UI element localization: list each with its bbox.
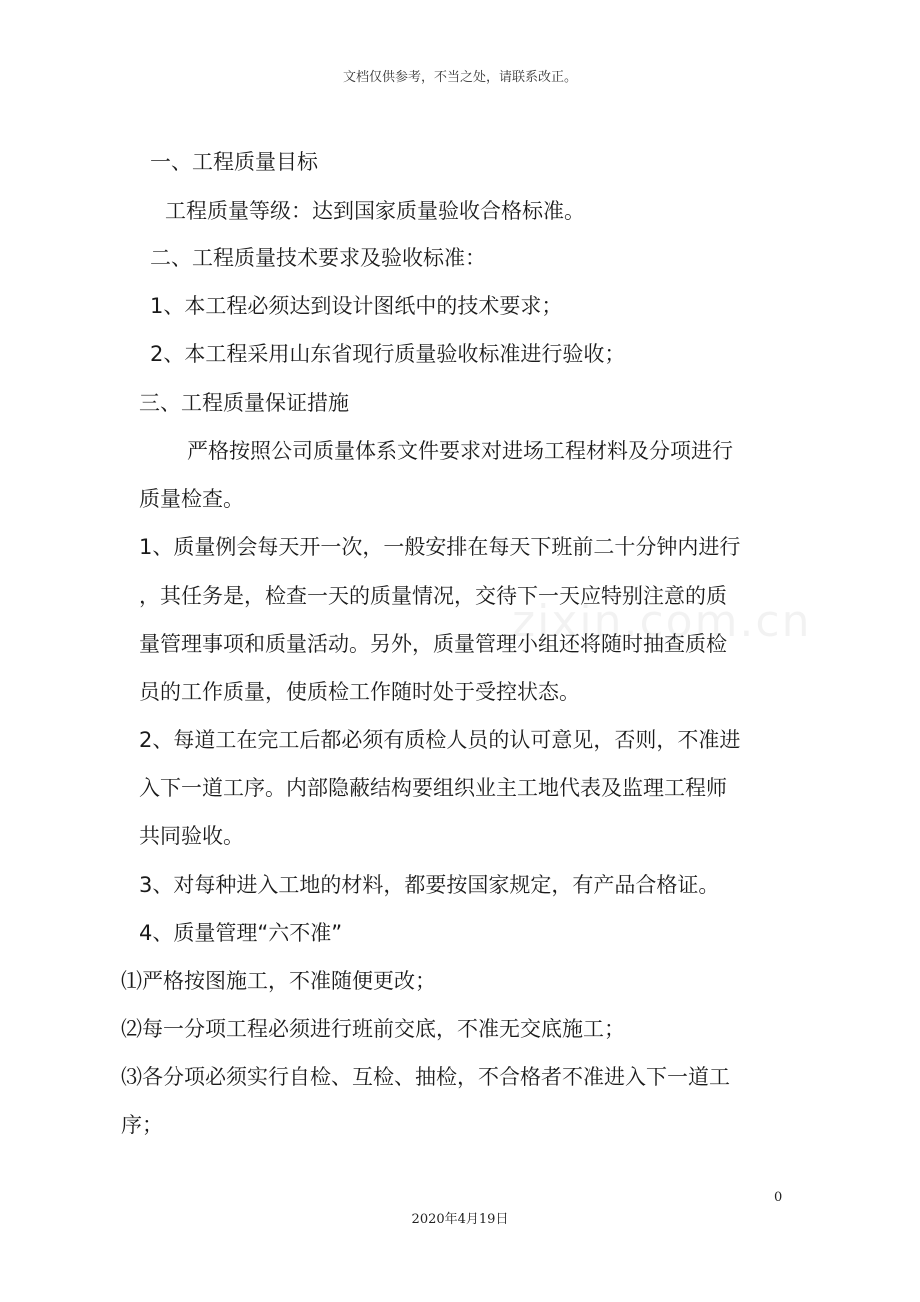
page-number: 0	[774, 1190, 783, 1205]
list-item: 3、对每种进入工地的材料，都要按国家规定，有产品合格证。	[139, 873, 720, 897]
list-item: 2、本工程采用山东省现行质量验收标准进行验收；	[150, 342, 626, 366]
section-heading-measures: 三、工程质量保证措施	[139, 391, 349, 415]
list-item: 1、本工程必须达到设计图纸中的技术要求；	[150, 294, 563, 318]
header-note: 文档仅供参考，不当之处，请联系改正。	[342, 70, 577, 85]
paragraph-line: 序；	[121, 1113, 163, 1137]
paragraph-line: 量管理事项和质量活动。另外，质量管理小组还将随时抽查质检	[139, 632, 727, 656]
paragraph-line: ，其任务是，检查一天的质量情况，交待下一天应特别注意的质	[139, 584, 727, 608]
paragraph-line: 质量检查。	[139, 487, 244, 511]
paragraph-line: 工程质量等级：达到国家质量验收合格标准。	[165, 199, 585, 223]
paragraph-line: 严格按照公司质量体系文件要求对进场工程材料及分项进行	[187, 439, 733, 463]
section-heading-requirements: 二、工程质量技术要求及验收标准：	[150, 246, 486, 270]
sub-list-item: ⑵每一分项工程必须进行班前交底，不准无交底施工；	[121, 1017, 625, 1041]
paragraph-line: 入下一道工序。内部隐蔽结构要组织业主工地代表及监理工程师	[139, 776, 727, 800]
paragraph-line: 员的工作质量，使质检工作随时处于受控状态。	[139, 680, 580, 704]
paragraph-line: 共同验收。	[139, 824, 244, 848]
sub-list-item: ⑶各分项必须实行自检、互检、抽检，不合格者不准进入下一道工	[121, 1065, 730, 1089]
footer-date: 2020年4月19日	[411, 1212, 509, 1227]
section-heading-quality-goal: 一、工程质量目标	[150, 150, 318, 174]
list-item: 1、质量例会每天开一次，一般安排在每天下班前二十分钟内进行	[139, 535, 741, 559]
list-item: 4、质量管理“六不准”	[139, 921, 343, 945]
sub-list-item: ⑴严格按图施工，不准随便更改；	[121, 969, 436, 993]
list-item: 2、每道工在完工后都必须有质检人员的认可意见，否则，不准进	[139, 728, 741, 752]
watermark: zixin.com.cn	[512, 596, 812, 647]
